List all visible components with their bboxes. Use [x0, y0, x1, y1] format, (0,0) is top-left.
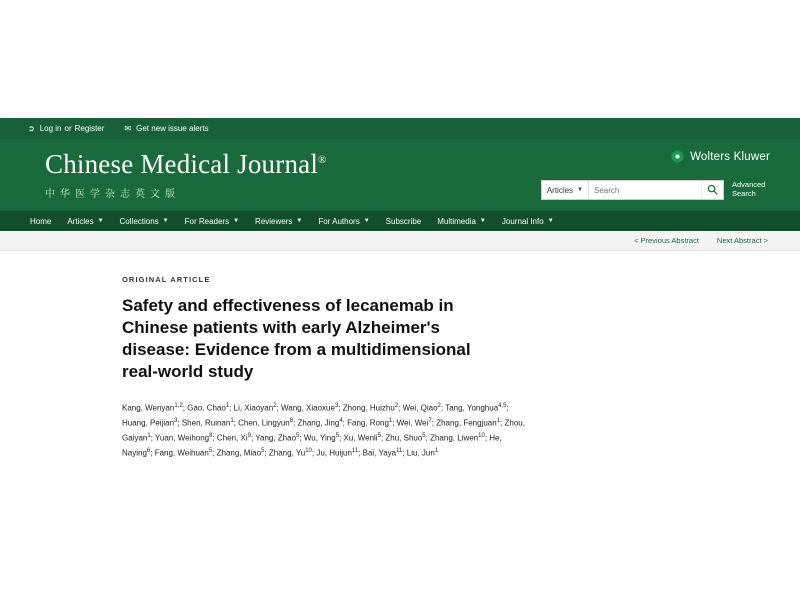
abstract-pager: [0, 231, 800, 251]
wolters-kluwer-mark-icon: [671, 150, 684, 163]
journal-title-chinese: 中华医学杂志英文版: [45, 189, 180, 200]
chevron-down-icon: ▼: [233, 218, 240, 224]
nav-label-home: Home: [30, 216, 52, 226]
search-scope-dropdown[interactable]: [542, 181, 589, 199]
nav-label-multimedia: Multimedia: [437, 216, 476, 226]
search-icon: [707, 183, 718, 198]
nav-item-subscribe[interactable]: [386, 217, 422, 226]
wolters-kluwer-logo[interactable]: [671, 150, 770, 163]
nav-label-articles: Articles: [67, 216, 94, 226]
chevron-down-icon: ▼: [479, 218, 486, 224]
login-or-label: or: [64, 124, 72, 133]
login-icon: ➲: [28, 123, 35, 133]
wolters-kluwer-name: Wolters Kluwer: [690, 150, 770, 163]
register-link[interactable]: Register: [74, 124, 105, 133]
nav-item-articles[interactable]: [67, 217, 103, 226]
page-title: Safety and effectiveness of lecanemab in Chinese patients with early Alzheimer's disease: Evidence from a multidimensional real-world study: [122, 296, 471, 381]
search-area: [541, 180, 772, 200]
main-navigation: [0, 211, 800, 231]
journal-title-text: Chinese Medical Journal: [45, 149, 319, 179]
author-list: Kang, Wenyan$^{1,2}$; Gao, Chao$^1$; Li, Xiaoyan$^2$; Wang, Xiaoxue$^3$; Zhong, Huizhu$^2$; Wei, Qiao$^2$; Tang, Yonghua$^{4,5}$; Huang, Peijian$^3$; Shen, Ruinan$^1$; Chen, Lingyun$^6$; Zhang, Jing$^4$; Fang, Rong$^1$; Wei, Wei$^7$; Zhang, Fengjuan$^1$; Zhou, Gaiyan$^1$; Yuan, Weihong$^8$; Chen, Xi$^9$; Yang, Zhao$^5$; Wu, Ying$^5$; Xu, Wenli$^5$; Zhu, Shuo$^5$; Zhang, Liwen$^{10}$; He, Naying$^6$; Fang, Weihuan$^5$; Zhang, Miao$^5$; Zhang, Yu$^{10}$; Ju, Huijun$^{11}$; Bai, Yaya$^{11}$; Liu, Jun$^1$: [122, 403, 525, 459]
nav-label-for-readers: For Readers: [184, 216, 230, 226]
utility-bar: [0, 118, 800, 139]
issue-alerts-group[interactable]: [124, 124, 208, 133]
nav-item-for-readers[interactable]: [185, 217, 239, 226]
nav-item-collections[interactable]: [120, 217, 169, 226]
envelope-icon: ✉: [124, 123, 132, 133]
advanced-search-line2: Search: [732, 189, 756, 198]
login-register-group: [28, 124, 104, 133]
chevron-down-icon: ▼: [97, 218, 104, 224]
next-abstract-link[interactable]: Next Abstract >: [716, 236, 768, 245]
nav-item-reviewers[interactable]: [255, 217, 302, 226]
nav-item-multimedia[interactable]: [437, 217, 486, 226]
search-button[interactable]: [701, 181, 723, 199]
search-scope-label: Articles: [546, 185, 574, 195]
nav-label-subscribe: Subscribe: [385, 216, 422, 226]
search-box: [541, 180, 724, 200]
article-header: [122, 275, 542, 461]
chevron-down-icon: ▼: [547, 218, 554, 224]
nav-label-journal-info: Journal Info: [501, 216, 544, 226]
registered-mark: ®: [318, 154, 327, 166]
nav-label-collections: Collections: [119, 216, 159, 226]
chevron-down-icon: ▼: [296, 218, 303, 224]
chevron-down-icon: ▼: [363, 218, 370, 224]
journal-title: [45, 151, 327, 178]
nav-label-for-authors: For Authors: [318, 216, 360, 226]
login-link[interactable]: Log in: [39, 124, 62, 133]
masthead: [0, 139, 800, 211]
nav-item-journal-info[interactable]: [502, 217, 554, 226]
advanced-search-line1: Advanced: [732, 180, 766, 189]
previous-abstract-link[interactable]: < Previous Abstract: [634, 236, 699, 245]
chevron-down-icon: ▼: [577, 187, 583, 193]
nav-label-reviewers: Reviewers: [255, 216, 293, 226]
search-input[interactable]: [589, 181, 701, 199]
nav-item-for-authors[interactable]: [318, 217, 369, 226]
nav-item-home[interactable]: [30, 217, 51, 226]
article-type-label: ORIGINAL ARTICLE: [122, 275, 211, 284]
issue-alerts-link[interactable]: Get new issue alerts: [136, 124, 209, 133]
chevron-down-icon: ▼: [162, 218, 169, 224]
advanced-search-link[interactable]: [732, 180, 772, 198]
journal-brand[interactable]: [45, 151, 327, 200]
